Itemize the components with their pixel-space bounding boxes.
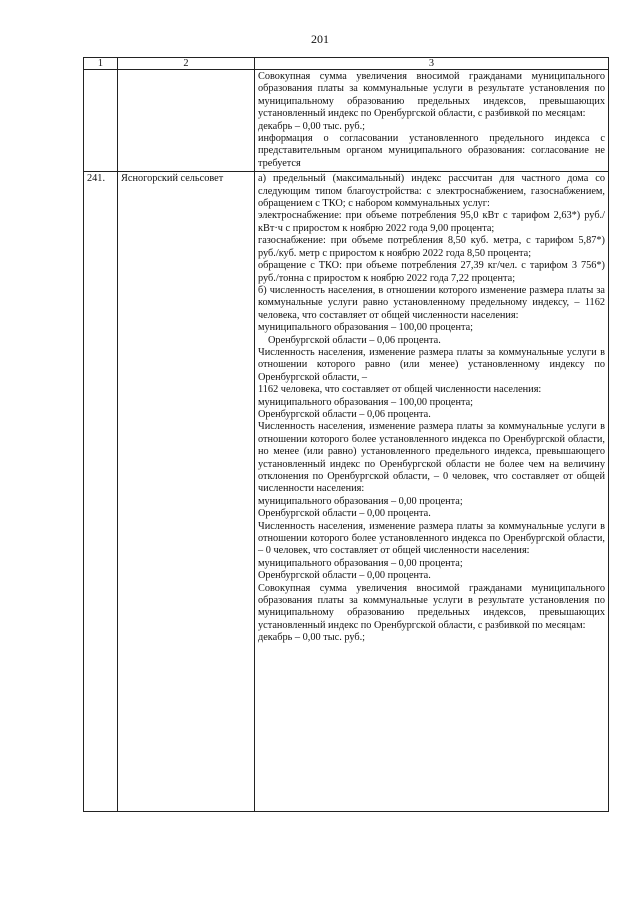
content-paragraph: Численность населения, изменение размера платы за коммунальные услуги в отношении которого более установленного индекса по Оренбургской области, – 0 человек, что составляет от общей численности населения: xyxy=(258,520,605,557)
content-paragraph: а) предельный (максимальный) индекс рассчитан для частного дома со следующим типом благоустройства: с электроснабжением, газоснабжением, обращением с ТКО; с набором коммунальных услуг: xyxy=(258,173,605,210)
content-paragraph: Совокупная сумма увеличения вносимой гражданами муниципального образования платы за коммунальные услуги в результате установления по муниципальному образованию предельных индексов, превышающих установленный индекс по Оренбургской области, с разбивкой по месяцам: xyxy=(258,582,605,631)
column-header-3: 3 xyxy=(255,58,609,70)
content-paragraph: Совокупная сумма увеличения вносимой гражданами муниципального образования платы за коммунальные услуги в результате установления по муниципальному образованию предельных индексов, превышающих установленный индекс по Оренбургской области, с разбивкой по месяцам: xyxy=(258,71,605,120)
content-paragraph: электроснабжение: при объеме потребления 95,0 кВт с тарифом 2,63*) руб./кВт·ч с приростом к ноябрю 2022 года 9,00 процента; xyxy=(258,210,605,234)
municipality-name xyxy=(118,70,255,172)
row-number xyxy=(84,70,118,172)
content-paragraph: обращение с ТКО: при объеме потребления 27,39 кг/чел. с тарифом 3 756*) руб./тонна с приростом к ноябрю 2022 года 7,22 процента; xyxy=(258,260,605,284)
content-paragraph: Численность населения, изменение размера платы за коммунальные услуги в отношении которого более установленного индекса по Оренбургской области, но менее (или равно) установленного предельного индекса, превышающего установленный индекс по Оренбургской области не более чем на величину отклонения по Оренбургской области, – 0 человек, что составляет от общей численности населения: xyxy=(258,421,605,495)
content-paragraph: муниципального образования – 0,00 процента; xyxy=(258,557,463,569)
content-paragraph: муниципального образования – 0,00 процента; xyxy=(258,495,463,507)
content-paragraph: Оренбургской области – 0,06 процента. xyxy=(268,334,441,346)
content-paragraph: декабрь – 0,00 тыс. руб.; xyxy=(258,632,366,644)
table-header-row xyxy=(84,58,609,70)
content-paragraph: декабрь – 0,00 тыс. руб.; xyxy=(258,120,366,132)
row-number: 241. xyxy=(84,172,118,812)
table-row-continued xyxy=(84,70,609,172)
content-paragraph: Оренбургской области – 0,06 процента. xyxy=(258,408,431,420)
row-content xyxy=(255,70,609,172)
table-row-241 xyxy=(84,172,609,812)
row-content xyxy=(255,172,609,812)
municipality-name: Ясногорский сельсовет xyxy=(118,172,255,812)
content-paragraph: б) численность населения, в отношении которого изменение размера платы за коммунальные услуги равно установленному предельному индексу, – 1162 человека, что составляет от общей численности населения: xyxy=(258,284,605,321)
indices-table xyxy=(83,57,609,812)
content-paragraph: Численность населения, изменение размера платы за коммунальные услуги в отношении которого равно (или менее) установленному индексу по Оренбургской области, – xyxy=(258,346,605,383)
column-header-2: 2 xyxy=(118,58,255,70)
content-paragraph: газоснабжение: при объеме потребления 8,50 куб. метра, с тарифом 5,87*) руб./куб. метр с приростом к ноябрю 2022 года 8,50 процента; xyxy=(258,235,605,259)
column-header-1: 1 xyxy=(84,58,118,70)
content-paragraph: Оренбургской области – 0,00 процента. xyxy=(258,508,431,520)
content-paragraph: Оренбургской области – 0,00 процента. xyxy=(258,570,431,582)
content-paragraph: информация о согласовании установленного предельного индекса с представительным органом муниципального образования: согласование не требуется xyxy=(258,133,605,169)
content-paragraph: 1162 человека, что составляет от общей численности населения: xyxy=(258,384,542,396)
content-paragraph: муниципального образования – 100,00 процента; xyxy=(258,322,474,334)
page-number: 201 xyxy=(311,32,329,46)
content-paragraph: муниципального образования – 100,00 процента; xyxy=(258,396,474,408)
